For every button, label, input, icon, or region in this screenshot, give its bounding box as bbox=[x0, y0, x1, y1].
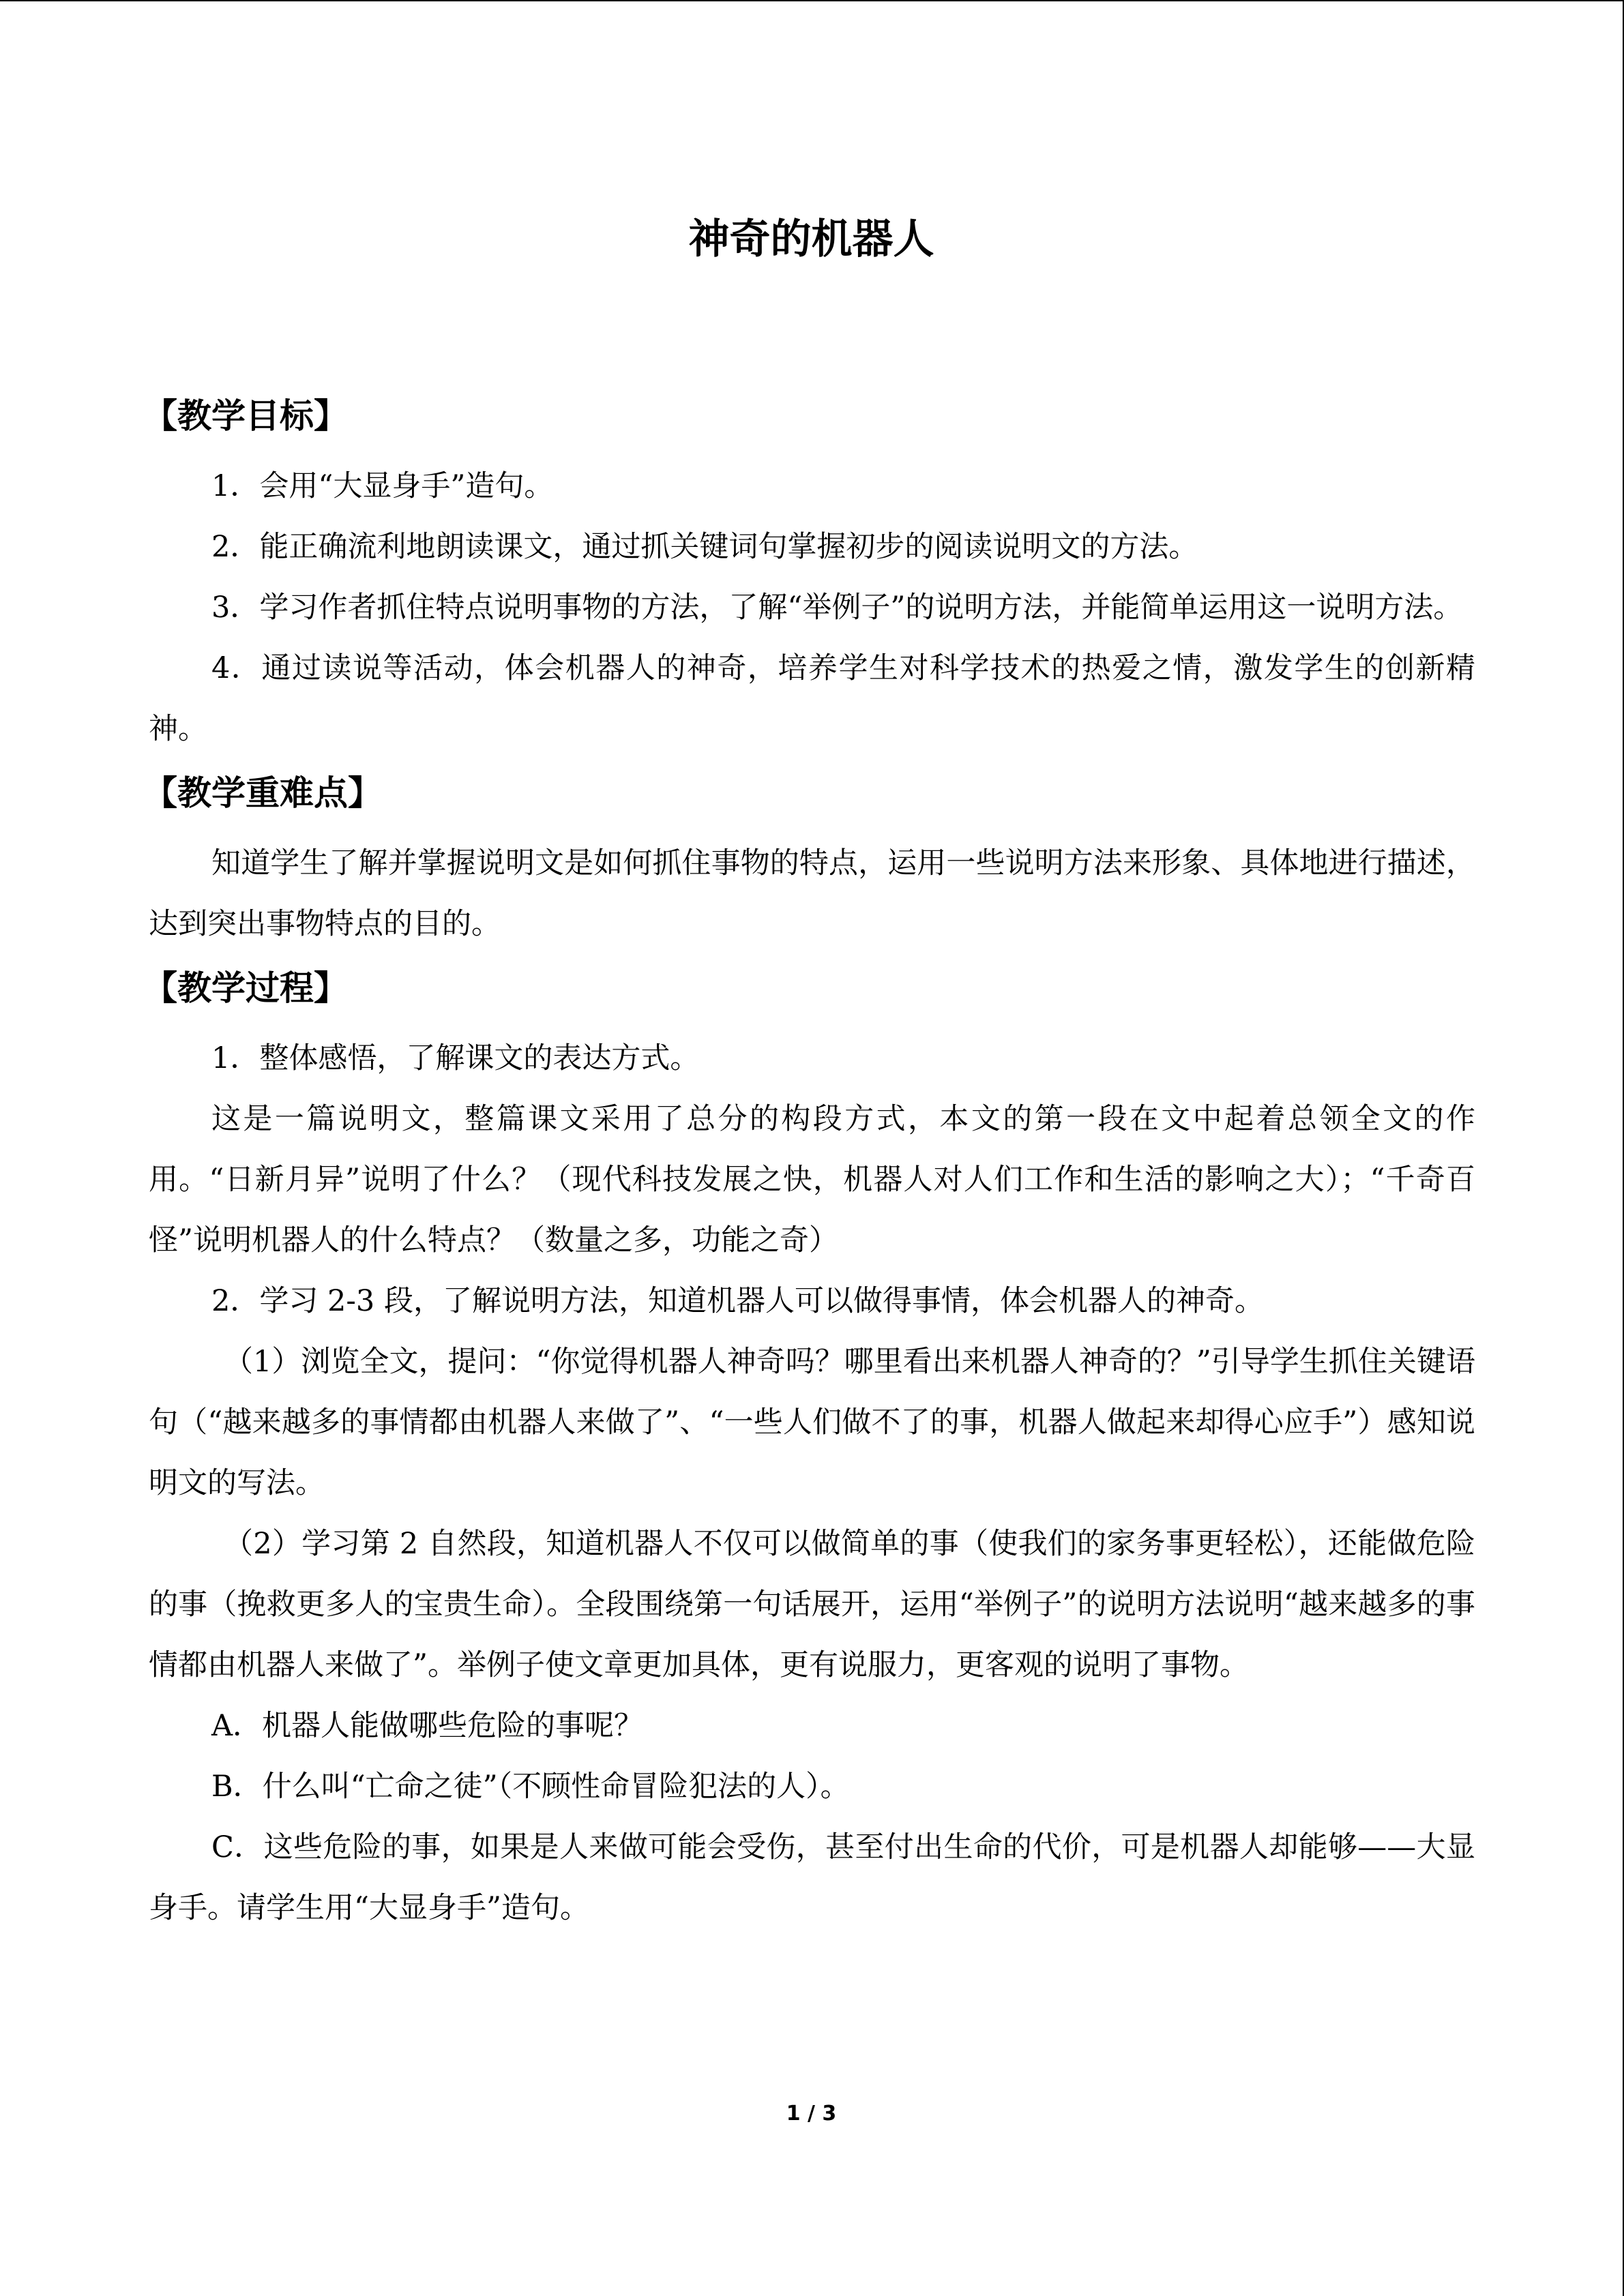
process-paragraph: 1．整体感悟，了解课文的表达方式。 bbox=[211, 1041, 700, 1075]
process-question: C．这些危险的事，如果是人来做可能会受伤，甚至付出生命的代价，可是机器人却能够——大显身手。请学生用“大显身手”造句。 bbox=[149, 1830, 1475, 1925]
section-heading-key-points: 【教学重难点】 bbox=[143, 773, 382, 813]
objectives-list bbox=[149, 456, 1475, 760]
process-paragraph: （2）学习第 2 自然段，知道机器人不仅可以做简单的事（使我们的家务事更轻松），还能做危险的事（挽救更多人的宝贵生命）。全段围绕第一句话展开，运用“举例子”的说明方法说明“越来越多的事情都由机器人来做了”。举例子使文章更加具体，更有说服力，更客观的说明了事物。 bbox=[149, 1527, 1475, 1682]
process-question: A．机器人能做哪些危险的事呢？ bbox=[211, 1709, 644, 1743]
process-paragraph: 这是一篇说明文，整篇课文采用了总分的构段方式，本文的第一段在文中起着总领全文的作用。“日新月异”说明了什么？（现代科技发展之快，机器人对人们工作和生活的影响之大）；“千奇百怪”说明机器人的什么特点？（数量之多，功能之奇） bbox=[149, 1102, 1475, 1257]
key-points-body bbox=[149, 833, 1475, 955]
objective-item: 2．能正确流利地朗读课文，通过抓关键词句掌握初步的阅读说明文的方法。 bbox=[211, 530, 1198, 564]
section-heading-process: 【教学过程】 bbox=[143, 968, 348, 1008]
page-number: 1 / 3 bbox=[786, 2102, 837, 2126]
objective-item: 4．通过读说等活动，体会机器人的神奇，培养学生对科学技术的热爱之情，激发学生的创新精神。 bbox=[149, 651, 1475, 746]
process-body bbox=[149, 1028, 1475, 1939]
objective-item: 3．学习作者抓住特点说明事物的方法，了解“举例子”的说明方法，并能简单运用这一说明方法。 bbox=[211, 591, 1463, 625]
key-points-paragraph: 知道学生了解并掌握说明文是如何抓住事物的特点，运用一些说明方法来形象、具体地进行描述，达到突出事物特点的目的。 bbox=[149, 846, 1475, 941]
document-title: 神奇的机器人 bbox=[688, 215, 934, 263]
process-question: B．什么叫“亡命之徒”（不顾性命冒险犯法的人）。 bbox=[211, 1770, 850, 1804]
process-paragraph: （1）浏览全文，提问：“你觉得机器人神奇吗？哪里看出来机器人神奇的？”引导学生抓住关键语句（“越来越多的事情都由机器人来做了”、“一些人们做不了的事，机器人做起来却得心应手”）感知说明文的写法。 bbox=[149, 1345, 1475, 1500]
section-heading-objectives: 【教学目标】 bbox=[143, 396, 348, 436]
document-body bbox=[143, 387, 1475, 1939]
objective-item: 1．会用“大显身手”造句。 bbox=[211, 469, 554, 503]
process-paragraph: 2．学习 2-3 段，了解说明方法，知道机器人可以做得事情，体会机器人的神奇。 bbox=[211, 1284, 1264, 1318]
